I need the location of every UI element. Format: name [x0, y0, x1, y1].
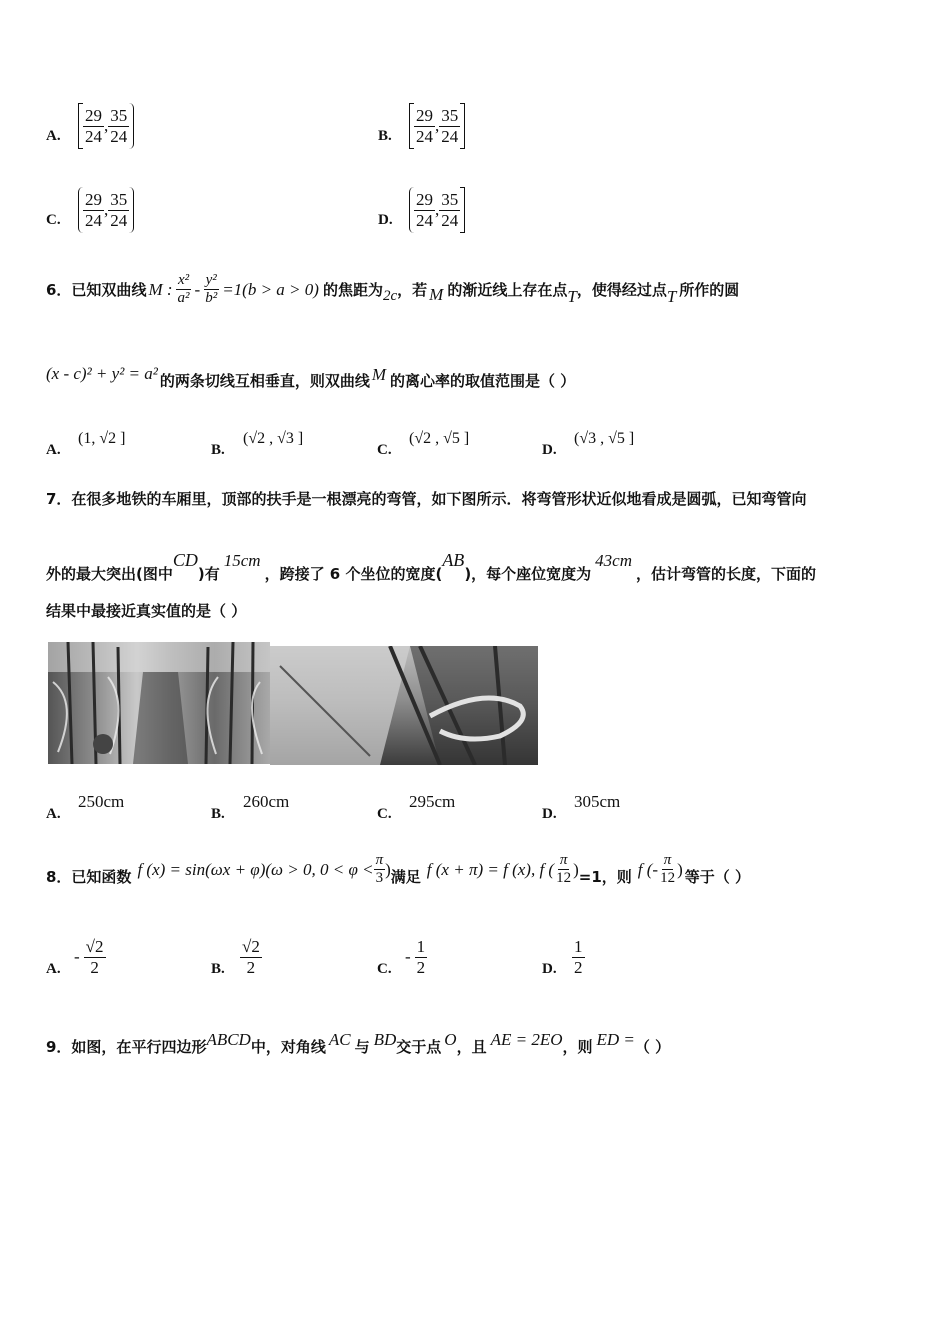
q6-M-start: M : [148, 279, 173, 299]
q7-line2 [46, 537, 816, 584]
q7-option-b-value: 260cm [243, 792, 290, 811]
q6-text3: 的渐近线上存在点 [447, 281, 568, 300]
q9-text4: ，且 [456, 1038, 487, 1056]
q6-number: 6．已知双曲线 [46, 281, 147, 300]
q5-option-c-interval: $\frac{29}{24}$ , $\frac{35}{24}$ [78, 187, 134, 233]
q8-option-c-value [405, 937, 427, 977]
q6-y2: y² [204, 272, 219, 290]
q8-twelve: 12 [556, 870, 572, 887]
q8-option-b-label: B. [211, 961, 225, 977]
q5-a-n1: 29 [85, 105, 102, 125]
q8-number: 8．已知函数 [46, 868, 132, 887]
q7-text-b: )有 [197, 565, 220, 583]
q8-option-d-label: D. [542, 961, 557, 977]
q5-a-d2: 24 [110, 126, 128, 146]
q6-line1 [46, 272, 739, 308]
q8-option-a-value [74, 937, 106, 977]
q7-CD: CD [172, 550, 198, 570]
q5-option-c-label: C. [46, 212, 61, 228]
q6-line2 [46, 363, 576, 391]
q8-text2: =1，则 [578, 868, 632, 887]
q8-a-sign: - [74, 947, 80, 967]
q8-close: ) [385, 859, 391, 879]
q6-option-d-value: (√3 , √5 ] [574, 430, 635, 447]
q7-AB: AB [442, 550, 465, 570]
q9-ABCD: ABCD [206, 1029, 251, 1049]
q5-c-n2: 35 [110, 189, 128, 209]
q5-a-d1: 24 [85, 126, 102, 146]
q8-f2: f (- [637, 859, 659, 879]
q8-c-den: 2 [416, 957, 426, 977]
q8-pi3: π [662, 852, 674, 870]
q9-text3: 交于点 [396, 1038, 442, 1056]
q7-option-b-label: B. [211, 806, 225, 822]
q6-option-c-label: C. [377, 442, 392, 458]
q6-b2: b² [205, 290, 218, 307]
q5-a-n2: 35 [110, 105, 128, 125]
q8-f-def: f (x) = sin(ωx + φ)(ω > 0, 0 < φ < [137, 859, 374, 879]
q9-AC: AC [328, 1029, 351, 1049]
q7-text-c: ，跨接了 6 个坐位的宽度( [264, 565, 443, 583]
q8-b-den: 2 [246, 957, 256, 977]
q8-c-sign: - [405, 947, 411, 967]
q5-b-n1: 29 [416, 105, 433, 125]
q9-eq: AE = 2EO [490, 1029, 563, 1049]
q8-option-a-label: A. [46, 961, 61, 977]
q8-c-num: 1 [416, 937, 426, 956]
q7-line3: 结果中最接近真实值的是（ ） [46, 602, 247, 620]
q5-option-b-interval: $\frac{29}{24}$ , $\frac{35}{24}$ [409, 103, 465, 149]
q9-BD: BD [373, 1029, 397, 1049]
q5-option-d-label: D. [378, 212, 393, 228]
q7-line1: 7．在很多地铁的车厢里，顶部的扶手是一根漂亮的弯管，如下图所示．将弯管形状近似地看成是圆弧，已知弯管向 [46, 490, 807, 508]
q5-b-d1: 24 [416, 126, 433, 146]
q7-option-a-label: A. [46, 806, 61, 822]
q6-option-c-value: (√2 , √5 ] [409, 430, 470, 447]
q7-43cm: 43cm [595, 550, 632, 570]
q7-option-c-value: 295cm [409, 792, 456, 811]
q6-option-b-label: B. [211, 442, 225, 458]
q6-circle-eq: (x - c)² + y² = a² [46, 363, 158, 383]
q9-text6: （ ） [634, 1038, 671, 1056]
q7-text-a: 外的最大突出(图中 [46, 565, 173, 583]
q8-b-num: √2 [242, 937, 260, 956]
q6-option-d-label: D. [542, 442, 557, 458]
q5-option-b-label: B. [378, 128, 392, 144]
q7-option-d-value: 305cm [574, 792, 621, 811]
q7-15cm: 15cm [223, 550, 261, 570]
q8-text1: 满足 [390, 868, 421, 887]
q5-c-n1: 29 [85, 189, 102, 209]
q7-option-a-value: 250cm [78, 792, 125, 811]
q6-2c: 2c [382, 288, 398, 305]
q5-d-d2: 24 [441, 210, 459, 230]
q7-option-c-label: C. [377, 806, 392, 822]
q5-c-d2: 24 [110, 210, 128, 230]
q6-option-b-value: (√2 , √3 ] [243, 430, 304, 447]
q9-text1: 中，对角线 [250, 1038, 326, 1056]
q7-text-e: ，估计弯管的长度，下面的 [636, 565, 817, 583]
q6-M2: M [371, 364, 387, 384]
q6-text7: 的离心率的取值范围是（ ） [390, 372, 576, 390]
q8-option-b-value [240, 937, 262, 977]
q8-f2-close: ) [677, 859, 683, 879]
q6-text6: 的两条切线互相垂直，则双曲线 [159, 372, 370, 390]
q6-T: T [567, 286, 577, 306]
question-9 [46, 1022, 670, 1057]
q7-text-d: )，每个座位宽度为 [464, 565, 592, 583]
q9-text5: ，则 [562, 1038, 593, 1056]
q5-option-d-interval: $\frac{29}{24}$ , $\frac{35}{24}$ [409, 187, 465, 233]
q8-d-den: 2 [574, 957, 583, 977]
q8-three: 3 [375, 870, 384, 887]
q6-M: M [429, 284, 444, 304]
q6-text4: ，使得经过点 [576, 281, 667, 300]
q5-d-d1: 24 [416, 210, 433, 230]
subway-interior-photo [48, 642, 270, 764]
q9-ED: ED = [596, 1029, 635, 1049]
q6-option-a-value: (1, √2 ] [78, 430, 126, 447]
q6-a2: a² [177, 290, 190, 307]
q6-x2: x² [176, 272, 191, 290]
q6-eq-rest: =1(b > a > 0) [222, 279, 319, 299]
q8-cond-close: ) [573, 859, 579, 879]
q8-twelve2: 12 [660, 870, 676, 887]
q5-option-a-label: A. [46, 128, 61, 144]
curved-handrail-photo [270, 646, 538, 765]
q8-text3: 等于（ ） [684, 868, 750, 887]
q6-text2: ，若 [397, 281, 428, 300]
q8-d-num: 1 [574, 937, 583, 956]
q8-pi2: π [558, 852, 570, 870]
q8-cond: f (x + π) = f (x), f ( [426, 859, 555, 879]
q9-text2: 与 [354, 1038, 370, 1056]
q5-b-n2: 35 [441, 105, 459, 125]
q5-b-d2: 24 [441, 126, 459, 146]
q6-minus: - [194, 279, 201, 299]
q6-text1: 的焦距为 [322, 281, 383, 300]
q7-option-d-label: D. [542, 806, 557, 822]
q5-c-d1: 24 [85, 210, 102, 230]
q8-a-num: √2 [85, 937, 104, 956]
q8-a-den: 2 [90, 957, 99, 977]
q6-option-a-label: A. [46, 442, 61, 458]
q5-d-n2: 35 [441, 189, 459, 209]
q8-option-d-value [572, 937, 585, 977]
q9-O: O [444, 1029, 457, 1049]
q8-option-c-label: C. [377, 961, 392, 977]
q6-T2: T [666, 286, 677, 306]
q6-text5: 所作的圆 [679, 281, 740, 300]
q5-option-a-interval: $\frac{29}{24}$ , $\frac{35}{24}$ [78, 103, 134, 149]
q8-line1 [46, 852, 750, 888]
q5-d-n1: 29 [416, 189, 433, 209]
q8-pi: π [374, 852, 386, 870]
q9-text0: 9．如图，在平行四边形 [46, 1038, 207, 1056]
